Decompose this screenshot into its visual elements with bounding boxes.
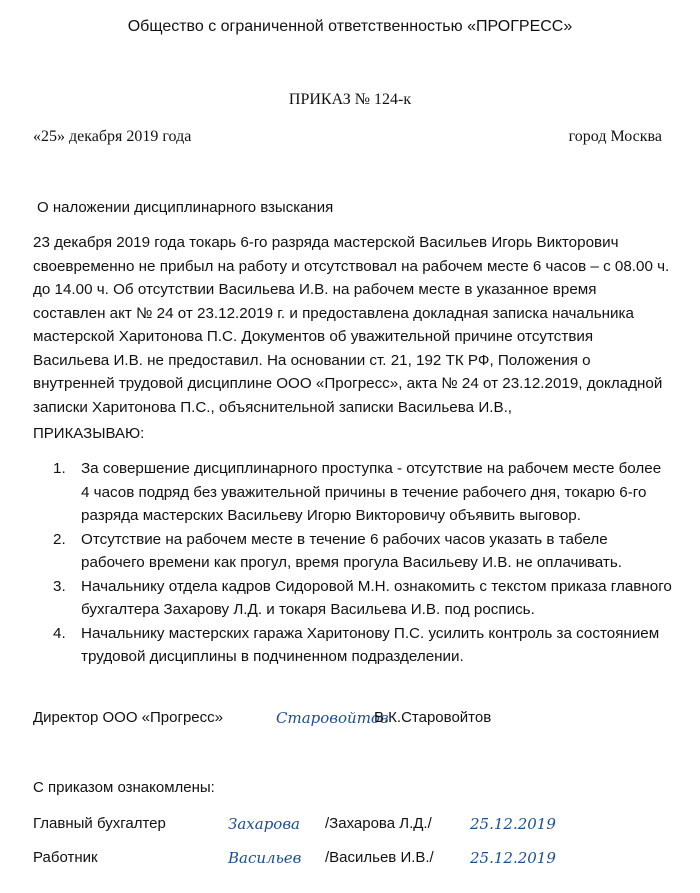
order-date: «25» декабря 2019 года xyxy=(33,128,192,145)
order-item-text: За совершение дисциплинарного проступка - отсутствие на рабочем месте более 4 часов подряд без уважительной причины в течение рабочего дня, токарю 6-го разряда мастерских Васильеву Игорю Викторовичу объявить выговор. xyxy=(81,460,662,524)
order-items-list xyxy=(33,457,673,669)
acquainted-name: /Васильев И.В./ xyxy=(325,849,434,866)
order-item xyxy=(33,622,673,669)
order-title: ПРИКАЗ № 124-к xyxy=(288,91,412,108)
order-item-number: 1. xyxy=(53,460,66,477)
acquainted-name: /Захарова Л.Д./ xyxy=(325,815,432,832)
director-name: В.К.Старовойтов xyxy=(374,709,492,726)
acquainted-date: 25.12.2019 xyxy=(470,849,556,867)
director-position: Директор ООО «Прогресс» xyxy=(33,709,223,726)
acquainted-role: Главный бухгалтер xyxy=(33,815,166,832)
acquainted-label: С приказом ознакомлены: xyxy=(33,779,215,796)
order-item-text: Начальнику отдела кадров Сидоровой М.Н. ознакомить с текстом приказа главного бухгалтера Захарову Л.Д. и токаря Васильева И.В. под роспись. xyxy=(81,577,672,618)
acquainted-date: 25.12.2019 xyxy=(470,815,556,833)
order-item xyxy=(33,457,673,528)
acquainted-signature: Васильев xyxy=(228,849,302,867)
acquainted-signature: Захарова xyxy=(228,815,300,833)
order-item-text: Начальнику мастерских гаража Харитонову П.С. усилить контроль за состоянием трудовой дисциплины в подчиненном подразделении. xyxy=(81,624,660,665)
order-item-number: 3. xyxy=(53,577,66,595)
order-item xyxy=(33,528,673,575)
order-item xyxy=(33,575,673,622)
order-directive-word: ПРИКАЗЫВАЮ: xyxy=(33,425,145,442)
order-city: город Москва xyxy=(568,128,662,145)
order-subject: О наложении дисциплинарного взыскания xyxy=(37,199,334,216)
director-signature: Старовойтов xyxy=(276,709,389,727)
order-item-number: 2. xyxy=(53,530,66,548)
organization-title: Общество с ограниченной ответственностью «ПРОГРЕСС» xyxy=(127,18,573,35)
order-item-text: Отсутствие на рабочем месте в течение 6 рабочих часов указать в табеле рабочего времени как прогул, время прогула Васильеву И.В. не оплачивать. xyxy=(81,530,622,571)
order-body: 23 декабря 2019 года токарь 6-го разряда мастерской Васильев Игорь Викторович своевременно не прибыл на работу и отсутствовал на рабочем месте 6 часов – с 08.00 ч. до 14.00 ч. Об отсутствии Васильева И.В. на рабочем месте в указанное время составлен акт № 24 от 23.12.2019 г. и предоставлена докладная записка начальника мастерской Харитонова П.С. Документов об уважительной причине отсутствия Васильева И.В. не предоставил. На основании ст. 21, 192 ТК РФ, Положения о внутренней трудовой дисциплине ООО «Прогресс», акта № 24 от 23.12.2019, докладной записки Харитонова П.С., объяснительной записки Васильева И.В., xyxy=(33,234,670,416)
acquainted-role: Работник xyxy=(33,849,98,866)
order-item-number: 4. xyxy=(53,624,66,642)
